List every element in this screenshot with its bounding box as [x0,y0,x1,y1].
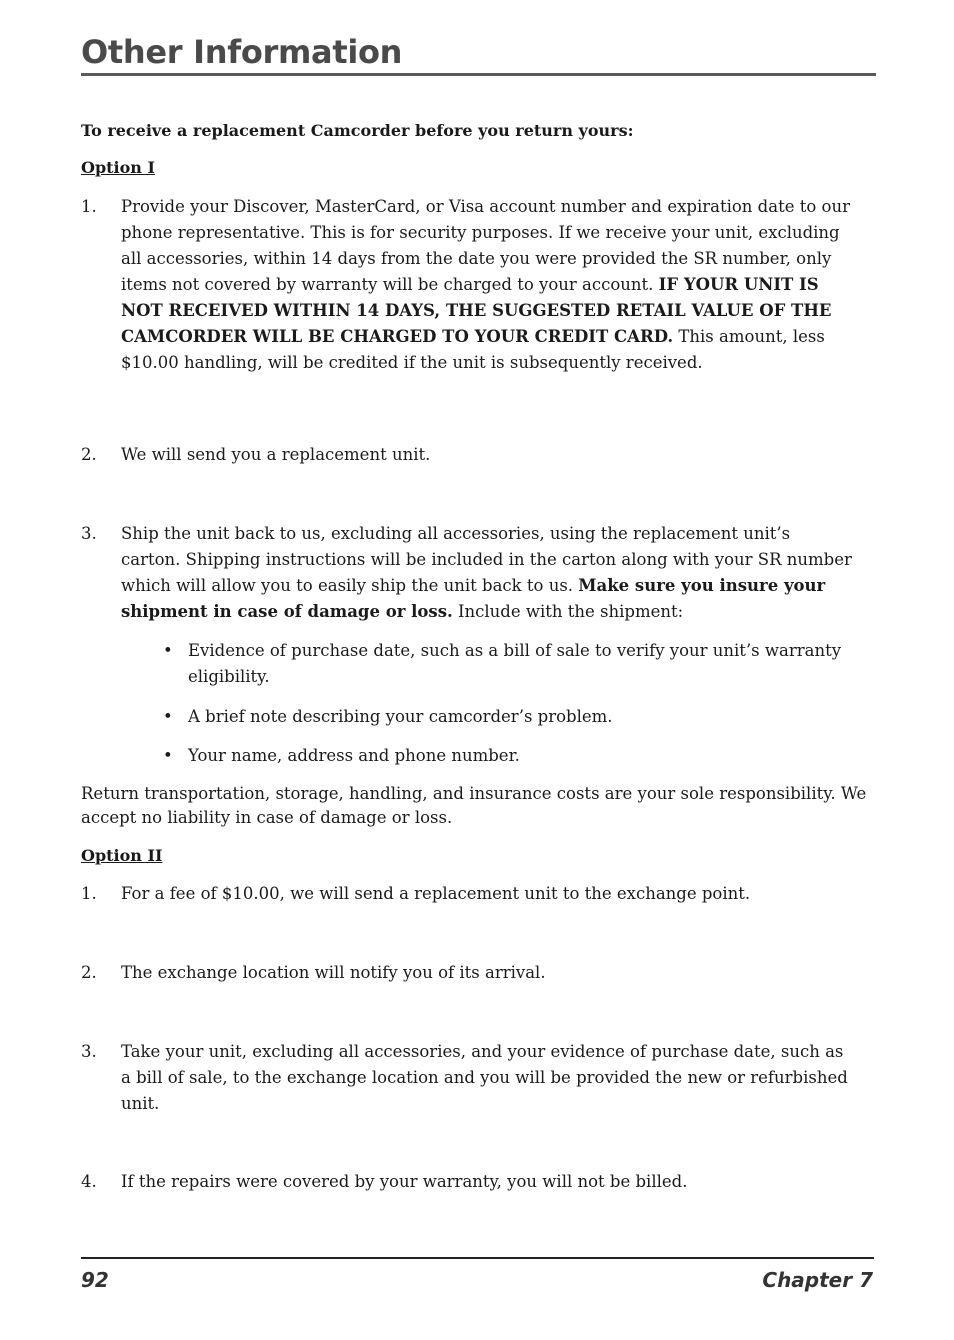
bullet-symbol: • [163,641,173,660]
item-number: 3. [81,1042,97,1061]
bullet-text: Evidence of purchase date, such as a bill of sale to verify your unit’s warranty eligibility. [188,641,842,686]
chapter-label: Chapter 7 [762,1268,873,1292]
item-number: 1. [81,884,97,903]
item-number: 4. [81,1172,97,1191]
option-1-heading: Option I [81,158,155,177]
option-2-heading: Option II [81,846,163,865]
item-text-part: Ship the unit back to us, excluding all accessories, using the replacement unit’s carton. Shipping instructions will be included in the carton along with your SR number which will allow you to easily ship the unit back to us. [121,524,852,595]
item-text: For a fee of $10.00, we will send a replacement unit to the exchange point. [121,884,751,903]
page-title: Other Information [81,33,403,71]
item-text: We will send you a replacement unit. [121,445,431,464]
item-text-emphasis: Make sure you insure your shipment in case of damage or loss. [121,576,826,621]
item-text: If the repairs were covered by your warranty, you will not be billed. [121,1172,688,1191]
item-text: The exchange location will notify you of its arrival. [121,963,546,982]
item-text [121,521,853,625]
title-rule [81,73,876,76]
bullet-symbol: • [163,746,173,765]
bullet-text: Your name, address and phone number. [188,746,520,765]
section-intro: To receive a replacement Camcorder before you return yours: [81,121,634,140]
bullet-text: A brief note describing your camcorder’s problem. [188,707,613,726]
item-text: Take your unit, excluding all accessories, and your evidence of purchase date, such as a bill of sale, to the exchange location and you will be provided the new or refurbished unit. [121,1042,848,1113]
item-text-emphasis: IF YOUR UNIT IS NOT RECEIVED WITHIN 14 DAYS, THE SUGGESTED RETAIL VALUE OF THE CAMCORDER WILL BE CHARGED TO YOUR CREDIT CARD. [121,275,832,346]
footer-rule [81,1257,874,1259]
item-number: 2. [81,445,97,464]
item-number: 3. [81,524,97,543]
item-text-part: Provide your Discover, MasterCard, or Visa account number and expiration date to our phone representative. This is for security purposes. If we receive your unit, excluding all accessories, within 14 days from the date you were provided the SR number, only items not covered by warranty will be charged to your account. [121,197,850,294]
item-number: 1. [81,197,97,216]
bullet-symbol: • [163,707,173,726]
responsibility-note: Return transportation, storage, handling, and insurance costs are your sole responsibility. We accept no liability in case of damage or loss. [81,784,867,827]
item-text [121,194,853,376]
page-number: 92 [81,1268,109,1292]
item-text-part: This amount, less $10.00 handling, will be credited if the unit is subsequently received. [121,327,825,372]
item-number: 2. [81,963,97,982]
item-text-part: Include with the shipment: [452,602,684,621]
